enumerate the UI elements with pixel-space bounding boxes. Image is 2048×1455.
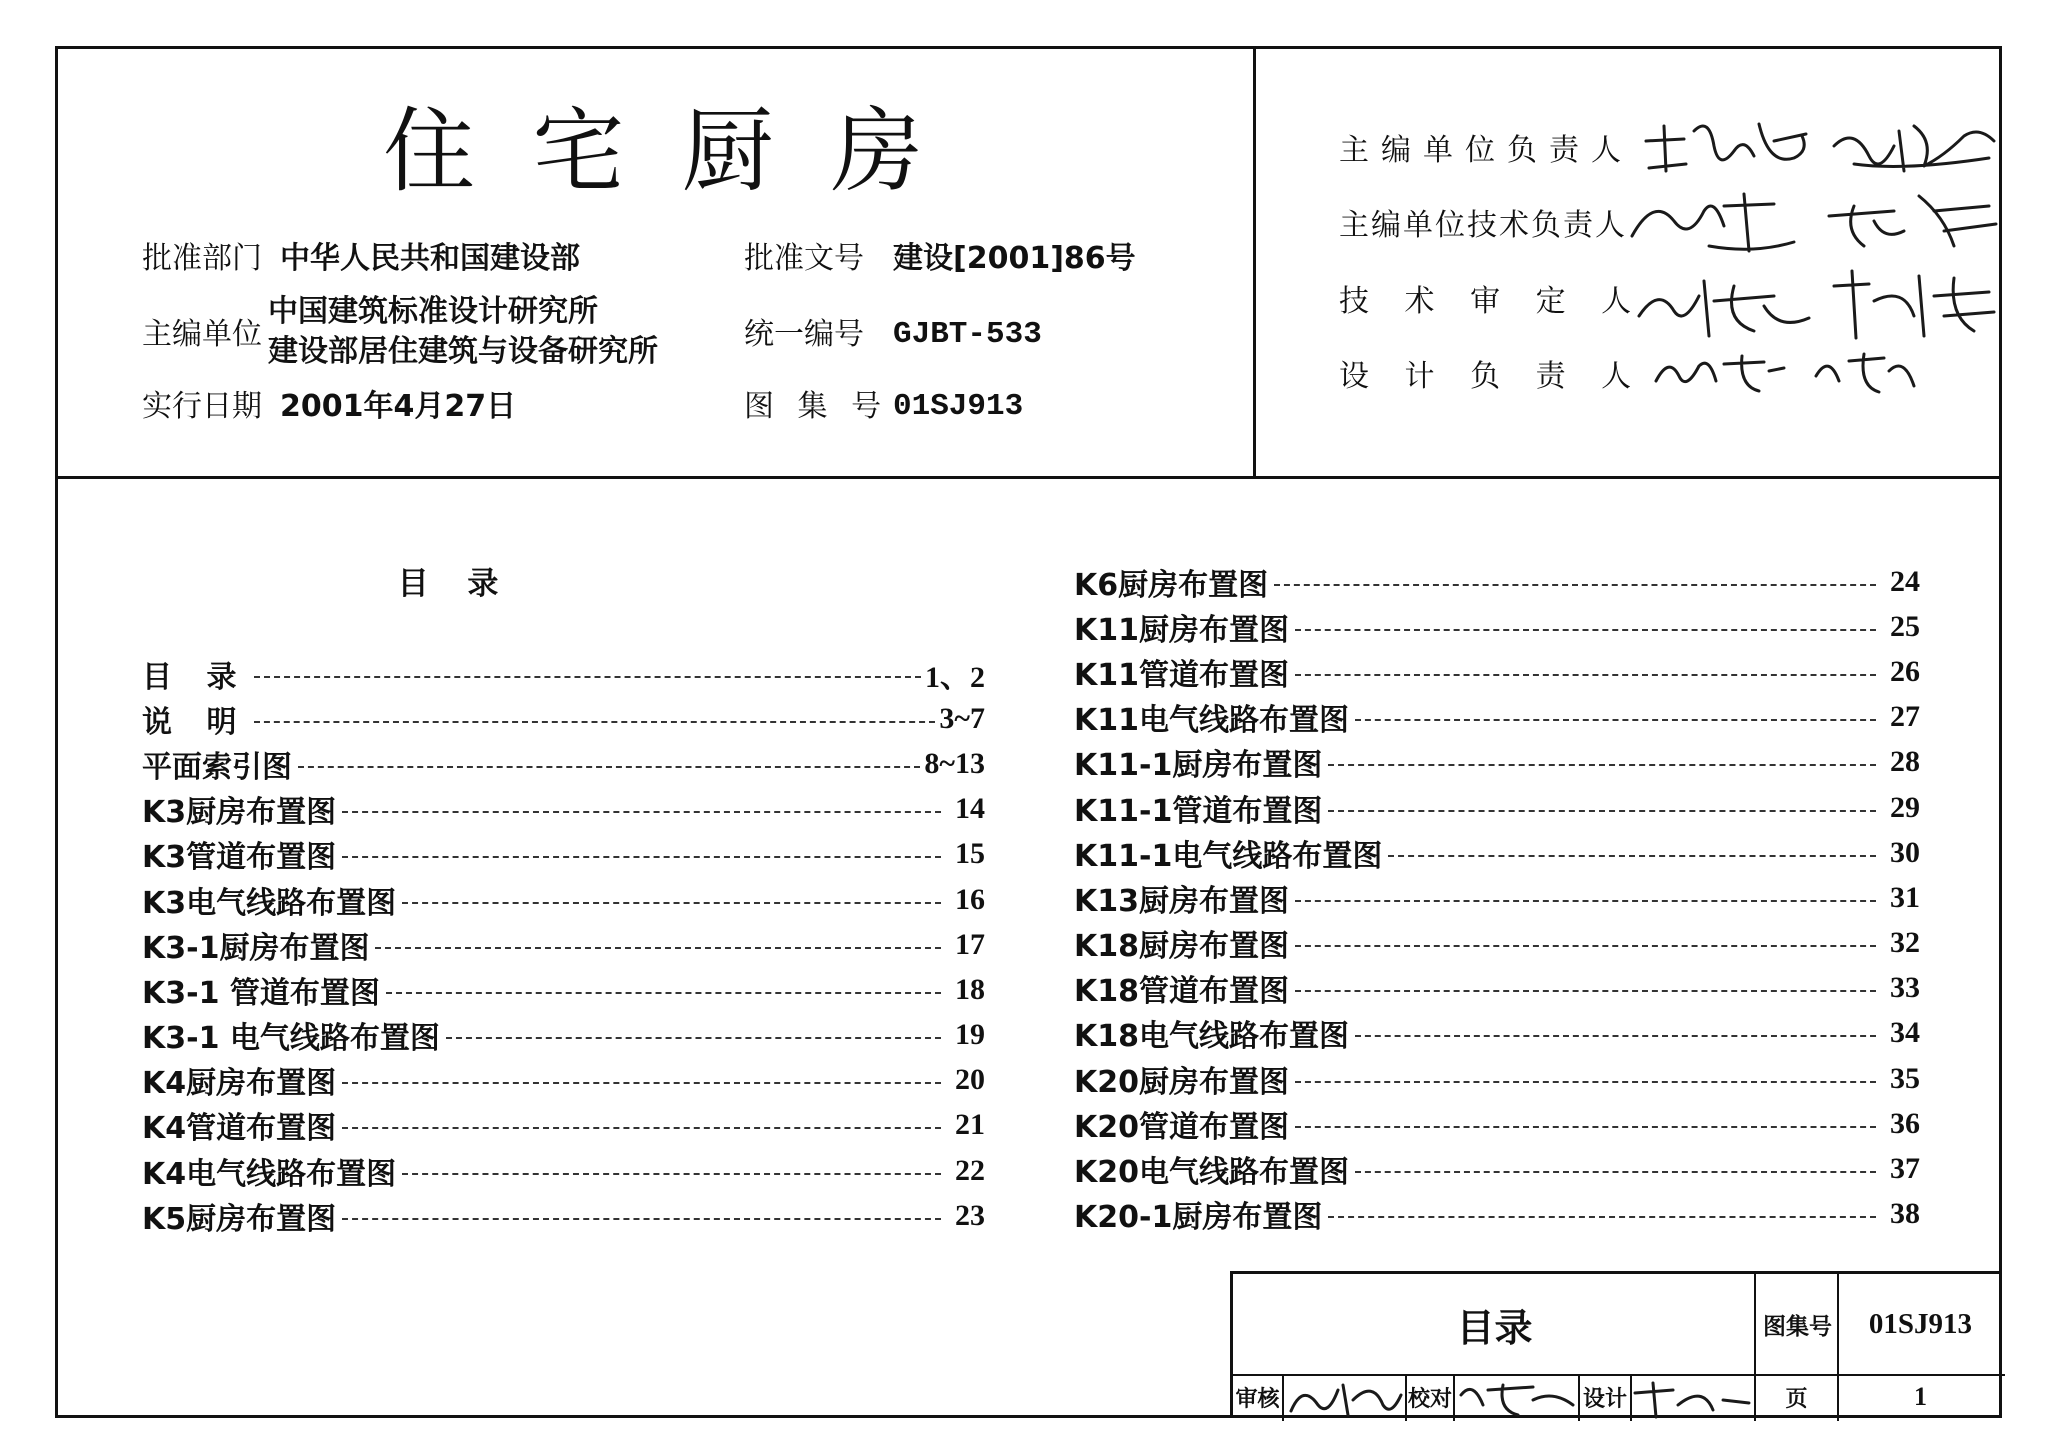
toc-entry-label: K20管道布置图 xyxy=(1074,1109,1289,1145)
toc-leader xyxy=(342,856,941,858)
title-block-atlas-no: 01SJ913 xyxy=(1868,1307,1973,1340)
toc-row xyxy=(1074,1056,1920,1101)
toc-leader xyxy=(402,1173,941,1175)
toc-row xyxy=(1074,785,1920,830)
toc-row xyxy=(142,922,985,967)
toc-entry-label: K3电气线路布置图 xyxy=(142,885,397,921)
check-label: 校对 xyxy=(1407,1386,1452,1412)
page-label: 页 xyxy=(1785,1386,1808,1412)
toc-leader xyxy=(1295,945,1876,947)
toc-leader xyxy=(1295,674,1876,676)
toc-page-number: 32 xyxy=(1890,926,1920,960)
technical-approver-label: 技 术 审 定 人 xyxy=(1339,284,1645,319)
toc-row xyxy=(142,967,985,1012)
title-block-title: 目录 xyxy=(1456,1305,1533,1350)
toc-page-number: 38 xyxy=(1890,1197,1920,1231)
toc-column-right xyxy=(1074,559,1920,1237)
toc-entry-label: K13厨房布置图 xyxy=(1074,883,1289,919)
editor-label: 主编单位 xyxy=(142,317,262,352)
toc-leader xyxy=(375,947,941,949)
toc-row xyxy=(142,1148,985,1193)
toc-entry-label: K11-1电气线路布置图 xyxy=(1074,838,1383,874)
toc-leader xyxy=(254,721,935,723)
toc-leader xyxy=(342,1082,941,1084)
toc-entry-label: K3厨房布置图 xyxy=(142,795,337,831)
toc-leader xyxy=(1328,764,1876,766)
toc-entry-label: K5厨房布置图 xyxy=(142,1201,337,1237)
toc-leader xyxy=(1274,584,1876,586)
atlas-no-label: 图 集 号 xyxy=(744,389,889,424)
toc-row xyxy=(142,787,985,832)
toc-row xyxy=(142,1103,985,1148)
toc-page-number: 16 xyxy=(955,882,985,916)
toc-page-number: 15 xyxy=(955,837,985,871)
toc-entry-label: K11电气线路布置图 xyxy=(1074,703,1349,739)
toc-leader xyxy=(1328,1216,1876,1218)
toc-row xyxy=(142,877,985,922)
toc-entry-label: K11厨房布置图 xyxy=(1074,612,1289,648)
toc-entry-label: K6厨房布置图 xyxy=(1074,567,1269,603)
toc-leader xyxy=(386,992,941,994)
toc-page-number: 29 xyxy=(1890,790,1920,824)
chief-unit-head-label: 主编单位负责人 xyxy=(1339,133,1633,168)
toc-leader xyxy=(1388,855,1876,857)
toc-entry-label: K11管道布置图 xyxy=(1074,657,1289,693)
toc-page-number: 23 xyxy=(955,1198,985,1232)
toc-page-number: 30 xyxy=(1890,835,1920,869)
toc-page-number: 20 xyxy=(955,1063,985,1097)
toc-page-number: 3~7 xyxy=(939,701,985,735)
title-block-signatures xyxy=(1233,1375,1754,1419)
toc-row xyxy=(1074,1011,1920,1056)
toc-leader xyxy=(1355,1171,1876,1173)
toc-entry-label: K18电气线路布置图 xyxy=(1074,1019,1349,1055)
toc-row xyxy=(1074,966,1920,1011)
effective-date: 2001年4月27日 xyxy=(280,389,517,424)
editor-unit-2: 建设部居住建筑与设备研究所 xyxy=(268,334,658,369)
signature-row-1 xyxy=(1646,124,1994,171)
toc-page-number: 35 xyxy=(1890,1061,1920,1095)
toc-entry-label: 说 明 xyxy=(142,704,249,740)
toc-page-number: 28 xyxy=(1890,745,1920,779)
toc-leader xyxy=(402,902,941,904)
approval-doc-label: 批准文号 xyxy=(744,241,864,276)
toc-page-number: 22 xyxy=(955,1153,985,1187)
toc-row xyxy=(142,651,985,696)
toc-leader xyxy=(1295,629,1876,631)
title-block xyxy=(1230,1271,2002,1418)
toc-row xyxy=(1074,604,1920,649)
signature-row-2 xyxy=(1632,194,1996,251)
toc-entry-label: K4厨房布置图 xyxy=(142,1066,337,1102)
toc-leader xyxy=(342,1218,941,1220)
toc-row xyxy=(1074,875,1920,920)
toc-entry-label: 平面索引图 xyxy=(142,749,292,785)
toc-page-number: 18 xyxy=(955,972,985,1006)
signature-row-4 xyxy=(1656,354,1914,392)
toc-leader xyxy=(1295,900,1876,902)
toc-page-number: 14 xyxy=(955,792,985,826)
toc-leader xyxy=(298,766,920,768)
toc-row xyxy=(1074,830,1920,875)
approval-dept: 中华人民共和国建设部 xyxy=(280,241,580,276)
toc-row xyxy=(142,832,985,877)
toc-entry-label: K18管道布置图 xyxy=(1074,974,1289,1010)
toc-entry-label: K18厨房布置图 xyxy=(1074,929,1289,965)
title-block-atlas-no-label: 图集号 xyxy=(1763,1313,1832,1340)
signature-row-3 xyxy=(1639,271,1994,338)
toc-leader xyxy=(1355,1035,1876,1037)
toc-row xyxy=(1074,649,1920,694)
toc-row xyxy=(142,1013,985,1058)
toc-page-number: 25 xyxy=(1890,609,1920,643)
toc-leader xyxy=(1295,1081,1876,1083)
toc-entry-label: K20厨房布置图 xyxy=(1074,1064,1289,1100)
toc-entry-label: K20电气线路布置图 xyxy=(1074,1155,1349,1191)
toc-page-number: 31 xyxy=(1890,880,1920,914)
checker-signature xyxy=(1461,1385,1573,1415)
toc-row xyxy=(1074,1192,1920,1237)
toc-page-number: 27 xyxy=(1890,700,1920,734)
page-number: 1 xyxy=(1914,1382,1927,1411)
toc-page-number: 17 xyxy=(955,927,985,961)
toc-page-number: 36 xyxy=(1890,1106,1920,1140)
toc-row xyxy=(1074,740,1920,785)
unified-no: GJBT-533 xyxy=(893,317,1042,352)
toc-page-number: 8~13 xyxy=(924,746,985,780)
unified-no-label: 统一编号 xyxy=(744,317,864,352)
editor-unit-1: 中国建筑标准设计研究所 xyxy=(268,294,598,329)
toc-leader xyxy=(1295,1126,1876,1128)
toc-entry-label: 目 录 xyxy=(142,659,249,695)
toc-entry-label: K20-1厨房布置图 xyxy=(1074,1200,1323,1236)
toc-page-number: 24 xyxy=(1890,564,1920,598)
toc-entry-label: K3-1 电气线路布置图 xyxy=(142,1021,440,1057)
atlas-no: 01SJ913 xyxy=(893,389,1024,424)
toc-entry-label: K4电气线路布置图 xyxy=(142,1156,397,1192)
toc-page-number: 34 xyxy=(1890,1016,1920,1050)
toc-page-number: 1、2 xyxy=(925,660,985,694)
toc-leader xyxy=(1355,719,1876,721)
designer-signature xyxy=(1635,1383,1749,1417)
toc-row xyxy=(142,1058,985,1103)
toc-heading: 目 录 xyxy=(397,566,513,602)
toc-column-left xyxy=(142,651,985,1238)
toc-page-number: 37 xyxy=(1890,1152,1920,1186)
approval-doc: 建设[2001]86号 xyxy=(893,241,1136,276)
toc-page-number: 26 xyxy=(1890,654,1920,688)
chief-unit-tech-head-label: 主编单位技术负责人 xyxy=(1339,208,1627,243)
toc-row xyxy=(1074,1146,1920,1191)
toc-page-number: 33 xyxy=(1890,971,1920,1005)
toc-row xyxy=(142,1193,985,1238)
design-head-label: 设 计 负 责 人 xyxy=(1339,359,1645,394)
toc-entry-label: K4管道布置图 xyxy=(142,1111,337,1147)
toc-page-number: 19 xyxy=(955,1018,985,1052)
review-label: 审核 xyxy=(1235,1386,1280,1412)
toc-leader xyxy=(342,811,941,813)
effective-date-label: 实行日期 xyxy=(142,389,262,424)
toc-entry-label: K3-1 管道布置图 xyxy=(142,975,380,1011)
toc-entry-label: K11-1厨房布置图 xyxy=(1074,748,1323,784)
toc-leader xyxy=(254,676,921,678)
toc-leader xyxy=(342,1127,941,1129)
toc-leader xyxy=(1328,810,1876,812)
toc-row xyxy=(1074,559,1920,604)
toc-leader xyxy=(446,1037,941,1039)
toc-entry-label: K3-1厨房布置图 xyxy=(142,930,370,966)
toc-page-number: 21 xyxy=(955,1108,985,1142)
toc-row xyxy=(142,741,985,786)
toc-entry-label: K11-1管道布置图 xyxy=(1074,793,1323,829)
atlas-title: 住 宅 厨 房 xyxy=(383,98,937,205)
toc-row xyxy=(1074,921,1920,966)
reviewer-signature xyxy=(1291,1385,1401,1415)
design-label: 设计 xyxy=(1582,1386,1627,1412)
toc-leader xyxy=(1295,990,1876,992)
toc-row xyxy=(1074,695,1920,740)
toc-entry-label: K3管道布置图 xyxy=(142,840,337,876)
toc-row xyxy=(142,696,985,741)
responsibility-signatures xyxy=(1254,46,2002,477)
approval-dept-label: 批准部门 xyxy=(142,241,262,276)
toc-row xyxy=(1074,1101,1920,1146)
